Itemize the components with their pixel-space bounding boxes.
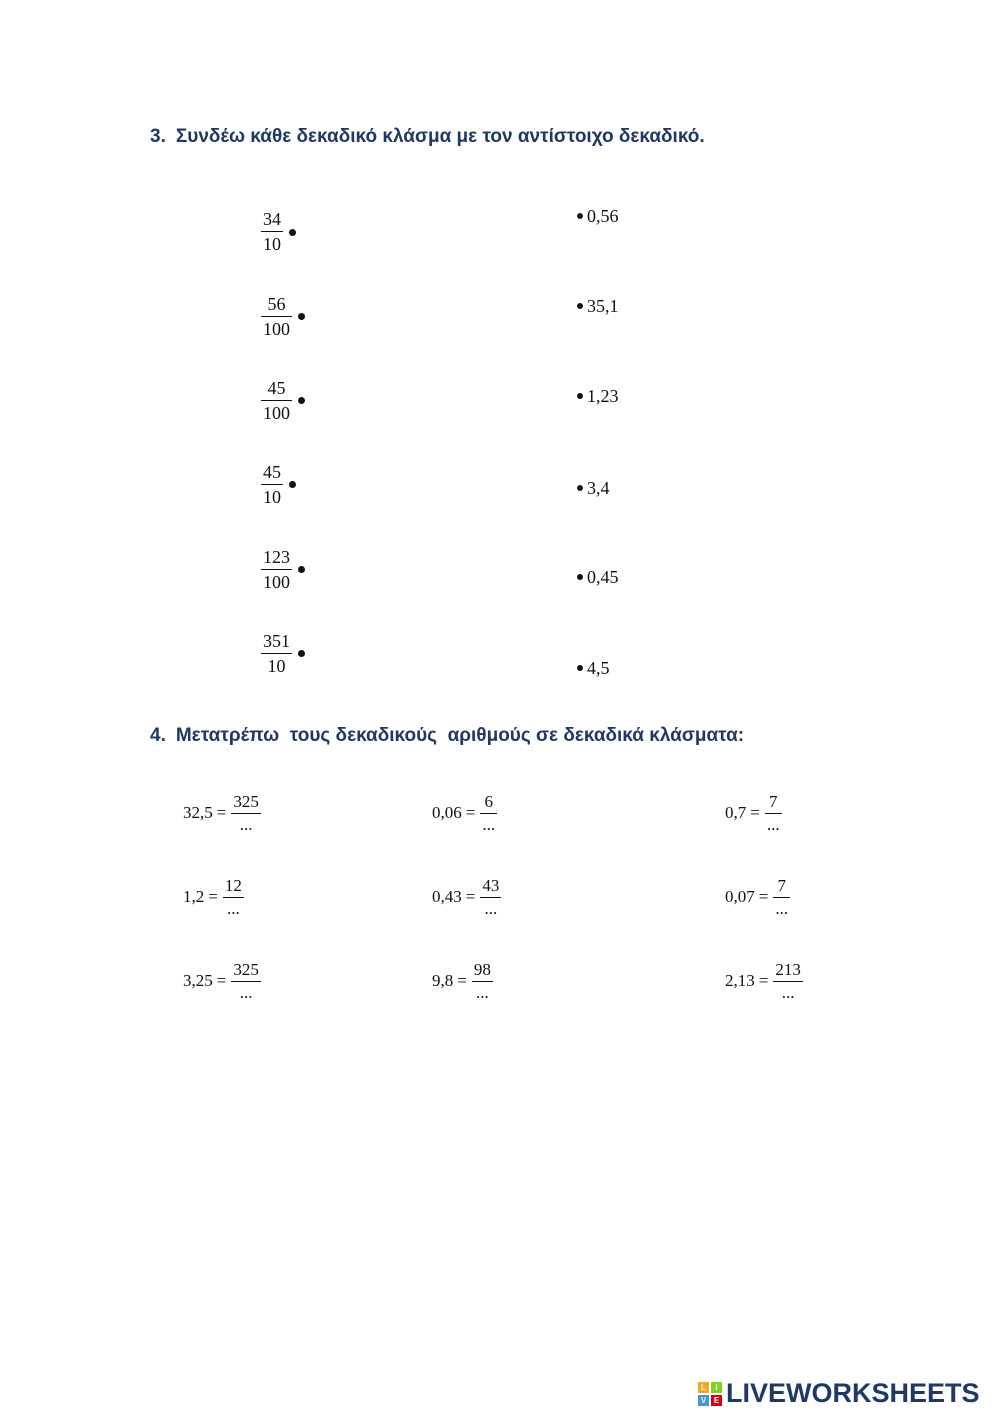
denominator-blank[interactable]: ... — [766, 815, 780, 834]
section-4-heading — [150, 725, 744, 747]
denominator-blank[interactable]: ... — [781, 983, 795, 1002]
fraction-denominator: 10 — [263, 234, 281, 254]
fraction-numerator: 123 — [263, 547, 290, 567]
match-dot-right-5[interactable] — [577, 574, 583, 580]
fraction-numerator: 43 — [482, 876, 500, 895]
section-3-number: 3. — [150, 126, 166, 147]
match-dot-left-5[interactable] — [298, 566, 305, 573]
decimal-number: 0,07 — [725, 887, 755, 906]
equals-sign: = — [216, 971, 227, 990]
decimal-number: 3,25 — [183, 971, 213, 990]
fraction-numerator: 213 — [775, 960, 801, 979]
logo-text: LIVEWORKSHEETS — [726, 1378, 980, 1408]
denominator-blank[interactable]: ... — [475, 983, 489, 1002]
fraction-6 — [261, 632, 292, 675]
decimal-value: 0,45 — [587, 567, 619, 587]
match-dot-left-3[interactable] — [298, 397, 305, 404]
fraction-numerator: 325 — [233, 792, 259, 811]
match-dot-right-6[interactable] — [577, 665, 583, 671]
match-dot-left-4[interactable] — [289, 481, 296, 488]
fraction-numerator: 325 — [233, 960, 259, 979]
denominator-blank[interactable]: ... — [484, 899, 498, 918]
fraction-3 — [261, 379, 292, 422]
conversion-item — [432, 961, 493, 1001]
fraction-numerator: 56 — [267, 294, 286, 314]
fraction-numerator: 351 — [263, 631, 290, 651]
decimal-value: 35,1 — [587, 296, 619, 316]
match-dot-right-3[interactable] — [577, 393, 583, 399]
denominator-blank[interactable]: ... — [775, 899, 789, 918]
fraction-denominator: 100 — [263, 319, 290, 339]
decimal-option-2[interactable] — [577, 297, 619, 315]
section-3-title: Συνδέω κάθε δεκαδικό κλάσμα με τον αντίστοιχο δεκαδικό. — [175, 126, 705, 147]
logo-icon — [698, 1382, 722, 1406]
fraction-numerator: 45 — [267, 378, 286, 398]
match-dot-left-1[interactable] — [289, 229, 296, 236]
equals-sign: = — [208, 887, 218, 906]
fraction-numerator: 7 — [768, 792, 778, 811]
match-dot-right-2[interactable] — [577, 303, 583, 309]
liveworksheets-logo — [698, 1378, 980, 1409]
fraction-numerator: 98 — [473, 960, 491, 979]
fraction-denominator: 100 — [263, 572, 290, 592]
equals-sign: = — [465, 887, 476, 906]
equals-sign: = — [465, 803, 476, 822]
conversion-item — [183, 877, 244, 917]
equals-sign: = — [750, 803, 760, 822]
decimal-number: 1,2 — [183, 887, 205, 906]
decimal-value: 3,4 — [587, 478, 610, 498]
equals-sign: = — [758, 887, 769, 906]
fraction-denominator: 10 — [267, 656, 286, 676]
decimal-number: 2,13 — [725, 971, 755, 990]
decimal-option-5[interactable] — [577, 568, 619, 586]
match-dot-right-4[interactable] — [577, 485, 583, 491]
denominator-blank[interactable]: ... — [239, 983, 253, 1002]
denominator-blank[interactable]: ... — [239, 815, 253, 834]
decimal-number: 32,5 — [183, 803, 213, 822]
conversion-item — [725, 961, 803, 1001]
decimal-number: 0,7 — [725, 803, 747, 822]
section-4-title: Μετατρέπω τους δεκαδικούς αριθμούς σε δεκαδικά κλάσματα: — [175, 725, 745, 746]
decimal-number: 9,8 — [432, 971, 454, 990]
logo-square: E — [711, 1395, 722, 1406]
conversion-item — [432, 877, 501, 917]
fraction-denominator: 100 — [263, 403, 290, 423]
decimal-option-1[interactable] — [577, 207, 619, 225]
conversion-item — [725, 793, 782, 833]
match-dot-left-2[interactable] — [298, 313, 305, 320]
decimal-value: 0,56 — [587, 206, 619, 226]
decimal-option-3[interactable] — [577, 387, 619, 405]
denominator-blank[interactable]: ... — [226, 899, 240, 918]
logo-square: I — [711, 1382, 722, 1393]
fraction-1 — [261, 210, 283, 253]
fraction-4 — [261, 463, 283, 506]
decimal-number: 0,06 — [432, 803, 462, 822]
fraction-numerator: 7 — [777, 876, 786, 895]
decimal-value: 4,5 — [587, 658, 610, 678]
fraction-2 — [261, 295, 292, 338]
match-dot-right-1[interactable] — [577, 213, 583, 219]
conversion-item — [183, 961, 261, 1001]
decimal-number: 0,43 — [432, 887, 462, 906]
equals-sign: = — [216, 803, 227, 822]
logo-square: V — [698, 1395, 709, 1406]
decimal-value: 1,23 — [587, 386, 619, 406]
decimal-option-6[interactable] — [577, 659, 610, 677]
fraction-numerator: 12 — [224, 876, 242, 895]
match-dot-left-6[interactable] — [298, 650, 305, 657]
fraction-5 — [261, 548, 292, 591]
conversion-item — [725, 877, 790, 917]
equals-sign: = — [758, 971, 769, 990]
conversion-item — [183, 793, 261, 833]
conversion-item — [432, 793, 497, 833]
logo-square: L — [698, 1382, 709, 1393]
section-4-number: 4. — [150, 725, 166, 746]
fraction-denominator: 10 — [263, 487, 281, 507]
section-3-heading — [150, 126, 705, 148]
fraction-numerator: 45 — [263, 462, 281, 482]
fraction-numerator: 34 — [263, 209, 281, 229]
decimal-option-4[interactable] — [577, 479, 610, 497]
denominator-blank[interactable]: ... — [482, 815, 496, 834]
fraction-numerator: 6 — [484, 792, 493, 811]
equals-sign: = — [457, 971, 467, 990]
